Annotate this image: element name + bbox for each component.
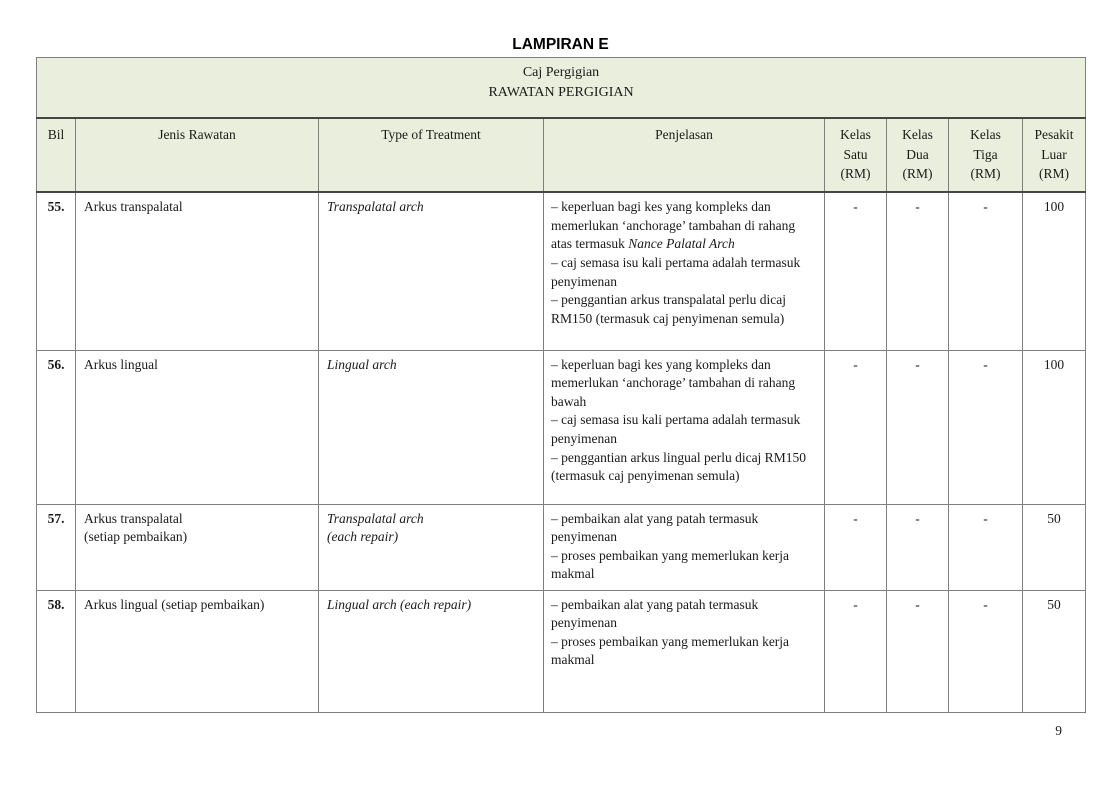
table-row — [37, 350, 1086, 504]
col-header-line: Satu — [843, 146, 868, 162]
penjelasan-segment: – proses pembaikan yang memerlukan kerja makmal — [551, 633, 790, 668]
cell-jenis-rawatan-line: (setiap pembaikan) — [84, 529, 188, 545]
col-header-line: (RM) — [970, 166, 1001, 182]
cell-jenis-rawatan — [76, 350, 319, 504]
col-header-line: (RM) — [1039, 166, 1069, 182]
table-title-line-1: Caj Pergigian — [522, 65, 600, 80]
cell-kelas-satu: - — [825, 590, 887, 712]
page-number: 9 — [1055, 722, 1062, 738]
penjelasan-item — [551, 356, 819, 412]
col-header-kelas-satu — [825, 118, 887, 192]
cell-type-of-treatment — [319, 350, 544, 504]
dental-charges-table — [36, 57, 1086, 713]
cell-jenis-rawatan-line: Arkus transpalatal — [84, 510, 183, 526]
col-header-line: Tiga — [973, 146, 998, 162]
penjelasan-item — [551, 547, 819, 584]
table-row — [37, 192, 1086, 350]
table-body — [37, 192, 1086, 712]
cell-kelas-dua: - — [887, 192, 949, 350]
cell-penjelasan — [544, 350, 825, 504]
penjelasan-item — [551, 198, 819, 254]
col-header-line: Type of Treatment — [381, 127, 481, 142]
col-header-type-of-treatment — [319, 118, 544, 192]
cell-type-of-treatment — [319, 590, 544, 712]
penjelasan-item — [551, 291, 819, 328]
col-header-line: Penjelasan — [655, 127, 713, 142]
table-header-row — [37, 118, 1086, 192]
page-title: LAMPIRAN E — [512, 36, 609, 53]
cell-penjelasan — [544, 504, 825, 590]
penjelasan-segment-italic: Nance Palatal Arch — [628, 236, 735, 252]
col-header-line: Kelas — [970, 127, 1001, 142]
cell-type-of-treatment-line: Transpalatal arch — [327, 510, 424, 526]
penjelasan-segment: – caj semasa isu kali pertama adalah termasuk penyimenan — [551, 412, 801, 446]
cell-kelas-tiga: - — [949, 504, 1023, 590]
cell-jenis-rawatan-line: Arkus transpalatal — [84, 199, 183, 214]
cell-pesakit-luar: 50 — [1023, 504, 1086, 590]
penjelasan-item — [551, 254, 819, 291]
cell-bil: 57. — [37, 504, 76, 590]
penjelasan-segment: – penggantian arkus lingual perlu dicaj RM150 (termasuk caj penyimenan semula) — [551, 449, 806, 484]
cell-penjelasan — [544, 192, 825, 350]
cell-jenis-rawatan-line: Arkus lingual (setiap pembaikan) — [84, 596, 265, 612]
cell-kelas-dua: - — [887, 350, 949, 504]
cell-bil: 56. — [37, 350, 76, 504]
cell-bil: 55. — [37, 192, 76, 350]
col-header-kelas-tiga — [949, 118, 1023, 192]
table-title-line-2: RAWATAN PERGIGIAN — [488, 84, 634, 100]
penjelasan-segment: – proses pembaikan yang memerlukan kerja makmal — [551, 547, 790, 582]
col-header-kelas-dua — [887, 118, 949, 192]
cell-pesakit-luar: 50 — [1023, 590, 1086, 712]
penjelasan-segment: – penggantian arkus transpalatal perlu dicaj RM150 (termasuk caj penyimenan semula) — [551, 292, 787, 326]
penjelasan-item — [551, 596, 819, 633]
cell-jenis-rawatan-line: Arkus lingual — [84, 356, 158, 372]
table-row — [37, 590, 1086, 712]
cell-kelas-satu: - — [825, 350, 887, 504]
penjelasan-segment: – keperluan bagi kes yang kompleks dan memerlukan ‘anchorage’ tambahan di rahang bawah — [551, 356, 796, 409]
cell-kelas-tiga: - — [949, 350, 1023, 504]
col-header-pesakit-luar — [1023, 118, 1086, 192]
cell-jenis-rawatan — [76, 504, 319, 590]
cell-kelas-dua: - — [887, 504, 949, 590]
table-title — [37, 58, 1086, 119]
cell-pesakit-luar: 100 — [1023, 192, 1086, 350]
table-row — [37, 504, 1086, 590]
cell-kelas-tiga: - — [949, 192, 1023, 350]
col-header-bil — [37, 118, 76, 192]
cell-kelas-tiga: - — [949, 590, 1023, 712]
col-header-line: Luar — [1041, 146, 1067, 162]
col-header-line: (RM) — [902, 166, 933, 182]
cell-type-of-treatment-line: Transpalatal arch — [327, 199, 424, 214]
col-header-line: Jenis Rawatan — [158, 127, 236, 142]
col-header-line: Pesakit — [1034, 127, 1074, 142]
col-header-line: Kelas — [902, 127, 933, 142]
penjelasan-item — [551, 449, 819, 486]
cell-type-of-treatment — [319, 192, 544, 350]
cell-type-of-treatment-line: (each repair) — [327, 529, 399, 545]
cell-jenis-rawatan — [76, 192, 319, 350]
col-header-line: Kelas — [840, 127, 871, 142]
penjelasan-segment: – pembaikan alat yang patah termasuk penyimenan — [551, 596, 759, 631]
penjelasan-segment: – pembaikan alat yang patah termasuk penyimenan — [551, 510, 759, 545]
cell-bil: 58. — [37, 590, 76, 712]
col-header-line: Dua — [906, 146, 929, 162]
penjelasan-segment: – caj semasa isu kali pertama adalah termasuk penyimenan — [551, 254, 801, 289]
cell-kelas-dua: - — [887, 590, 949, 712]
col-header-jenis-rawatan — [76, 118, 319, 192]
table-title-row — [37, 58, 1086, 119]
cell-kelas-satu: - — [825, 192, 887, 350]
cell-type-of-treatment-line: Lingual arch — [327, 356, 397, 372]
cell-pesakit-luar: 100 — [1023, 350, 1086, 504]
cell-type-of-treatment-line: Lingual arch (each repair) — [327, 596, 472, 612]
cell-type-of-treatment — [319, 504, 544, 590]
penjelasan-item — [551, 510, 819, 547]
penjelasan-item — [551, 411, 819, 448]
col-header-line: (RM) — [840, 166, 871, 182]
cell-jenis-rawatan — [76, 590, 319, 712]
col-header-line: Bil — [47, 127, 65, 142]
cell-kelas-satu: - — [825, 504, 887, 590]
col-header-penjelasan — [544, 118, 825, 192]
penjelasan-segment: – keperluan bagi kes yang kompleks dan memerlukan ‘anchorage’ tambahan di rahang atas termasuk — [551, 199, 796, 252]
cell-penjelasan — [544, 590, 825, 712]
penjelasan-item — [551, 633, 819, 670]
